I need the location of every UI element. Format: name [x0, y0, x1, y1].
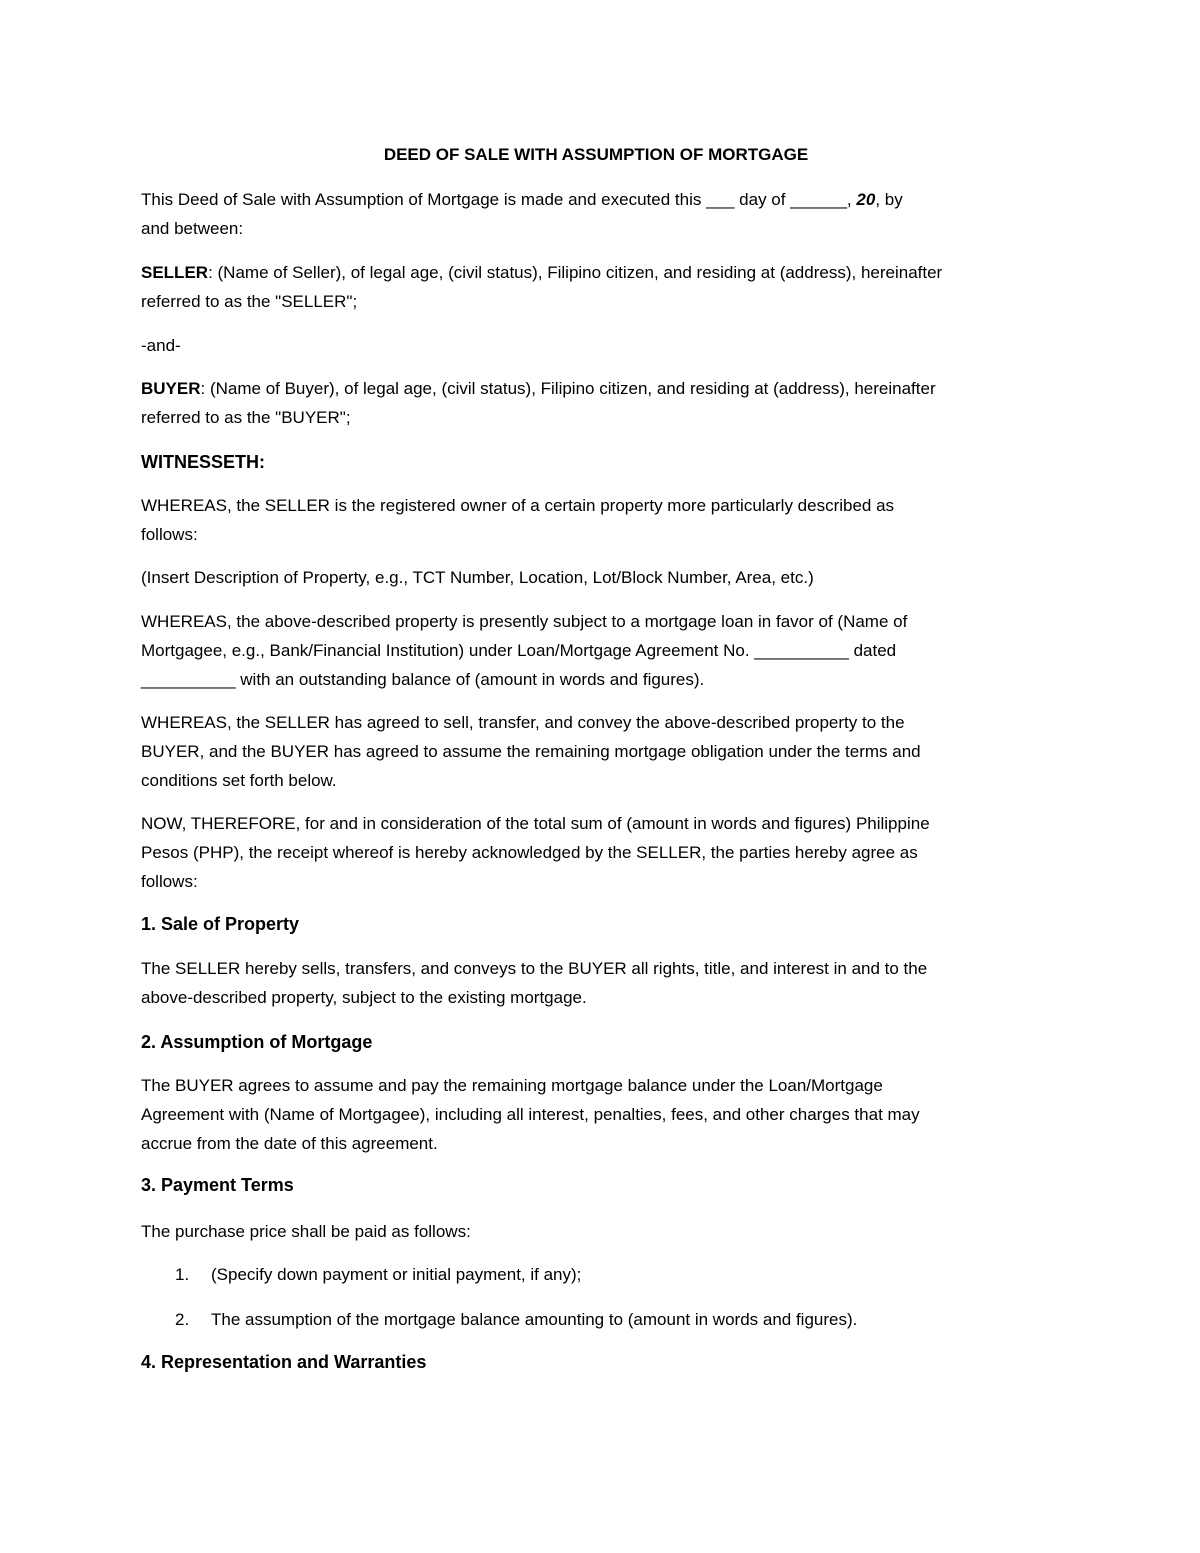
- whereas-agreement-line-1: WHEREAS, the SELLER has agreed to sell, transfer, and convey the above-described property to the: [141, 713, 905, 732]
- section-body-assumption-of-mortgage: [141, 1071, 1051, 1158]
- section-heading-sale-of-property: 1. Sale of Property: [141, 914, 300, 934]
- now-therefore-line-2: Pesos (PHP), the receipt whereof is hereby acknowledged by the SELLER, the parties hereby agree as: [141, 843, 918, 862]
- section-line: The purchase price shall be paid as follows:: [141, 1222, 471, 1241]
- seller-paragraph: [141, 258, 1051, 316]
- section-line: accrue from the date of this agreement.: [141, 1134, 438, 1153]
- whereas-agreement-line-3: conditions set forth below.: [141, 771, 337, 790]
- whereas-owner-line-1: WHEREAS, the SELLER is the registered owner of a certain property more particularly described as: [141, 496, 895, 515]
- list-item-text: (Specify down payment or initial payment, if any);: [211, 1265, 582, 1284]
- section-heading-representation-and-warranties: 4. Representation and Warranties: [141, 1352, 427, 1372]
- whereas-mortgage-line-2: Mortgagee, e.g., Bank/Financial Institution) under Loan/Mortgage Agreement No. __________ dated: [141, 641, 897, 660]
- list-item-text: The assumption of the mortgage balance amounting to (amount in words and figures).: [211, 1310, 858, 1329]
- whereas-mortgage-paragraph: [141, 607, 1051, 694]
- document-title: DEED OF SALE WITH ASSUMPTION OF MORTGAGE: [383, 145, 809, 164]
- section-line: The SELLER hereby sells, transfers, and conveys to the BUYER all rights, title, and interest in and to the: [141, 959, 928, 978]
- seller-text-line-2: referred to as the "SELLER";: [141, 292, 358, 311]
- intro-text-end: , by: [875, 190, 903, 209]
- section-heading-payment-terms: 3. Payment Terms: [141, 1175, 294, 1195]
- section-body-payment-terms: [141, 1217, 1051, 1246]
- section-body-sale-of-property: [141, 954, 1051, 1012]
- witnesseth-heading: WITNESSETH:: [141, 452, 265, 472]
- section-line: The BUYER agrees to assume and pay the remaining mortgage balance under the Loan/Mortgage: [141, 1076, 883, 1095]
- now-therefore-line-1: NOW, THEREFORE, for and in consideration of the total sum of (amount in words and figures) Philippine: [141, 814, 930, 833]
- intro-paragraph: [141, 185, 1051, 243]
- intro-year: 20: [856, 190, 876, 209]
- section-line: Agreement with (Name of Mortgagee), including all interest, penalties, fees, and other charges that may: [141, 1105, 920, 1124]
- list-item-number: 2.: [175, 1310, 190, 1329]
- seller-label: SELLER: [141, 263, 209, 282]
- intro-line-2: and between:: [141, 219, 244, 238]
- buyer-paragraph: [141, 374, 1051, 432]
- insert-description-paragraph: (Insert Description of Property, e.g., TCT Number, Location, Lot/Block Number, Area, etc.): [141, 568, 814, 587]
- whereas-mortgage-line-3: __________ with an outstanding balance of (amount in words and figures).: [141, 670, 705, 689]
- now-therefore-paragraph: [141, 809, 1051, 896]
- buyer-text-line-2: referred to as the "BUYER";: [141, 408, 351, 427]
- buyer-text: : (Name of Buyer), of legal age, (civil status), Filipino citizen, and residing at (address), hereinafter: [200, 379, 936, 398]
- seller-text: : (Name of Seller), of legal age, (civil status), Filipino citizen, and residing at (address), hereinafter: [208, 263, 943, 282]
- whereas-owner-line-2: follows:: [141, 525, 198, 544]
- whereas-mortgage-line-1: WHEREAS, the above-described property is presently subject to a mortgage loan in favor of (Name of: [141, 612, 908, 631]
- section-line: above-described property, subject to the existing mortgage.: [141, 988, 587, 1007]
- section-heading-assumption-of-mortgage: 2. Assumption of Mortgage: [141, 1032, 373, 1052]
- intro-text: This Deed of Sale with Assumption of Mortgage is made and executed this ___ day of ______,: [141, 190, 852, 209]
- now-therefore-line-3: follows:: [141, 872, 198, 891]
- buyer-label: BUYER: [141, 379, 201, 398]
- list-item-number: 1.: [175, 1265, 190, 1284]
- whereas-owner-paragraph: [141, 491, 1051, 549]
- whereas-agreement-paragraph: [141, 708, 1051, 795]
- whereas-agreement-line-2: BUYER, and the BUYER has agreed to assume the remaining mortgage obligation under the terms and: [141, 742, 921, 761]
- and-separator: -and-: [141, 336, 181, 355]
